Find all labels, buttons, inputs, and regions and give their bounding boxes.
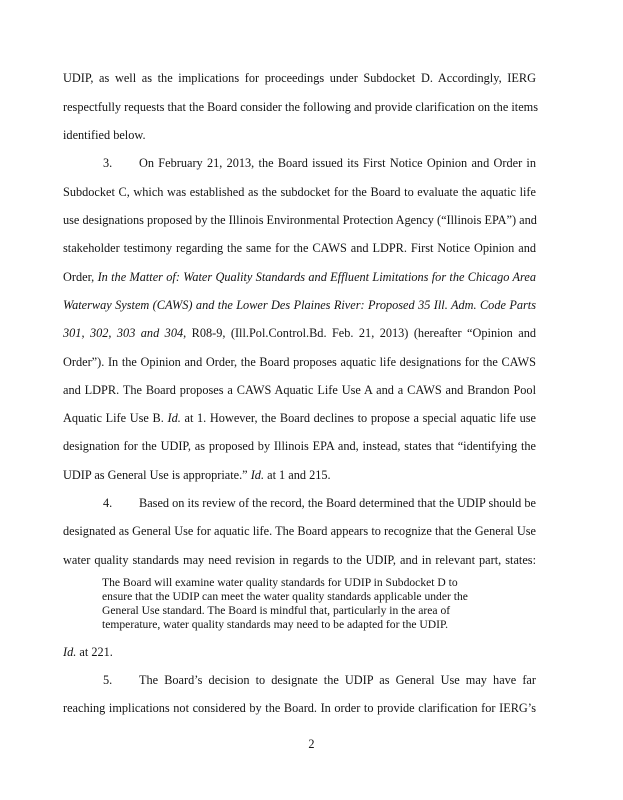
block-quote-line-3: General Use standard. The Board is mindful that, particularly in the area of [102, 604, 451, 617]
para3-line-7 [63, 325, 536, 341]
para3-line-5 [63, 269, 536, 285]
para3-line-6 [63, 297, 536, 313]
id-citation: Id. [63, 645, 77, 659]
case-title-part-2: Waterway System (CAWS) and the Lower Des Plaines River: Proposed 35 Ill. Adm. Code Parts [63, 298, 536, 312]
para5-line-1: The Board’s decision to designate the UDIP as General Use may have far [139, 673, 536, 687]
para4-line-3: water quality standards may need revision in regards to the UDIP, and in relevant part, states: [63, 553, 536, 567]
para3-line-11: designation for the UDIP, as proposed by Illinois EPA and, instead, states that “identifying the [63, 439, 536, 453]
para3-line-1: On February 21, 2013, the Board issued its First Notice Opinion and Order in [139, 156, 536, 170]
para3-line-7-rest: , R08-9, (Ill.Pol.Control.Bd. Feb. 21, 2013) (hereafter “Opinion and [183, 326, 536, 340]
id-citation: Id. [167, 411, 181, 425]
para4-number: 4. [103, 496, 113, 510]
para3-line-8: Order”). In the Opinion and Order, the Board proposes aquatic life designations for the CAWS [63, 355, 536, 369]
para3-line-12 [63, 467, 331, 483]
para3-line-5-start: Order, [63, 270, 98, 284]
case-title-part-1: In the Matter of: Water Quality Standards and Effluent Limitations for the Chicago Area [97, 270, 536, 284]
para3-line-10-rest: at 1. However, the Board declines to propose a special aquatic life use [180, 411, 536, 425]
para3-line-12-start: UDIP as General Use is appropriate.” [63, 468, 251, 482]
para5-number: 5. [103, 673, 113, 687]
intro-line-3: identified below. [63, 128, 146, 142]
quote-citation-rest: at 221. [76, 645, 113, 659]
block-quote-line-2: ensure that the UDIP can meet the water quality standards applicable under the [102, 590, 468, 603]
intro-line-1: UDIP, as well as the implications for proceedings under Subdocket D. Accordingly, IERG [63, 71, 536, 85]
para3-line-10 [63, 410, 536, 426]
quote-citation [63, 644, 113, 660]
para3-line-4: stakeholder testimony regarding the same for the CAWS and LDPR. First Notice Opinion and [63, 241, 536, 255]
para3-line-3: use designations proposed by the Illinois Environmental Protection Agency (“Illinois EPA”) and [63, 213, 537, 227]
case-title-part-3: 301, 302, 303 and 304 [63, 326, 184, 340]
page-number: 2 [308, 737, 315, 751]
para3-line-9: and LDPR. The Board proposes a CAWS Aquatic Life Use A and a CAWS and Brandon Pool [63, 383, 536, 397]
para5-line-2: reaching implications not considered by the Board. In order to provide clarification for IERG’s [63, 701, 536, 715]
id-citation: Id. [250, 468, 265, 482]
block-quote-line-4: temperature, water quality standards may need to be adapted for the UDIP. [102, 618, 449, 631]
para4-line-1: Based on its review of the record, the Board determined that the UDIP should be [139, 496, 536, 510]
para3-line-12-rest: at 1 and 215. [264, 468, 331, 482]
para4-line-2: designated as General Use for aquatic life. The Board appears to recognize that the General Use [63, 524, 536, 538]
para3-line-10-start: Aquatic Life Use B. [63, 411, 168, 425]
para3-number: 3. [103, 156, 113, 170]
block-quote-line-1: The Board will examine water quality standards for UDIP in Subdocket D to [102, 576, 458, 589]
intro-line-2: respectfully requests that the Board consider the following and provide clarification on the items [63, 100, 538, 114]
para3-line-2: Subdocket C, which was established as the subdocket for the Board to evaluate the aquatic life [63, 185, 536, 199]
